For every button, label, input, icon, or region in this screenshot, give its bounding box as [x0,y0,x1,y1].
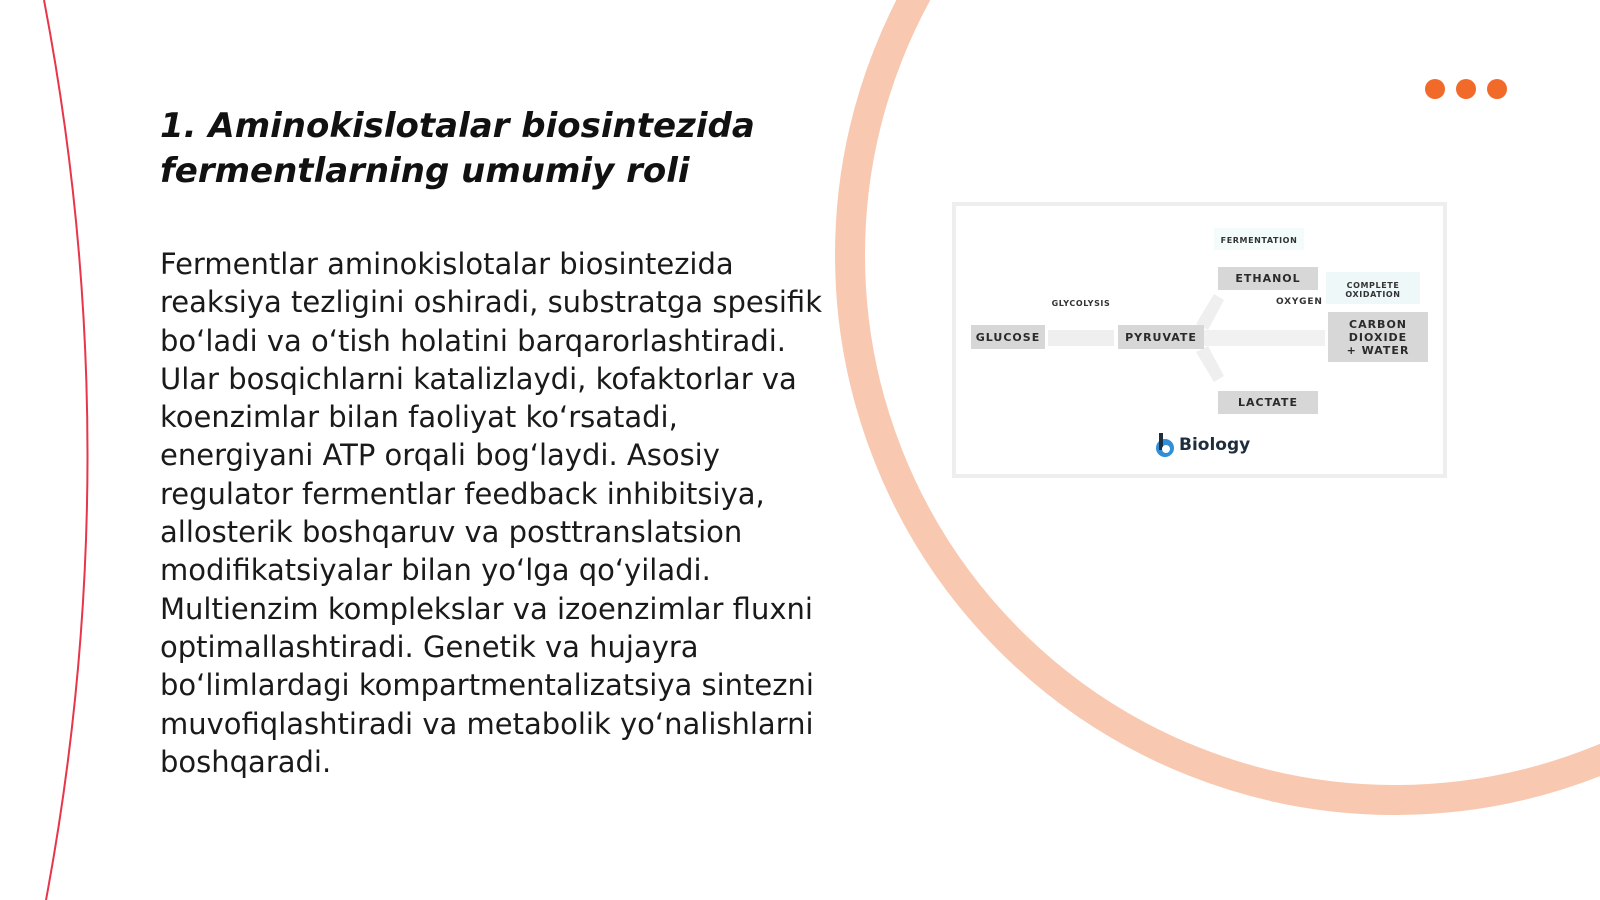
connector-to-lactate [1196,346,1224,382]
complete-oxidation-label: COMPLETE OXIDATION [1345,281,1401,299]
biology-logo-icon [1154,432,1176,458]
lactate-node: LACTATE [1218,391,1318,414]
slide-body-text: Fermentlar aminokislotalar biosintezida reaksiya tezligini oshiradi, substratga spesifik bo‘ladi va o‘tish holatini barqarorlashtiradi. Ular bosqichlarni katalizlaydi, kofaktorlar va koenzimlar bilan faoliyat ko‘rsatadi, energiyani ATP orqali bog‘laydi. Asosiy regulator fermentlar feedback inhibitsiya, allosterik boshqaruv va posttranslatsion modifikatsiyalar bilan yo‘lga qo‘yiladi. Multienzim komplekslar va izoenzimlar fluxni optimallashtiradi. Genetik va hujayra bo‘limlardagi kompartmentalizatsiya sintezni muvofiqlashtiradi va metabolik yo‘nalishlarni boshqaradi. [160,247,822,779]
fermentation-label: FERMENTATION [1220,236,1298,245]
three-dots-icon[interactable] [1425,79,1507,99]
metabolism-diagram-image [952,202,1447,478]
dot-icon [1425,79,1445,99]
decorative-left-curve [44,0,88,900]
glucose-node: GLUCOSE [971,325,1045,349]
biology-logo [1154,432,1250,458]
slide-title: 1. Aminokislotalar biosintezida fermentlarning umumiy roli [160,106,755,191]
carbon-dioxide-water-node: CARBON DIOXIDE + WATER [1328,312,1428,362]
ethanol-node: ETHANOL [1218,267,1318,290]
oxygen-label: OXYGEN [1276,297,1323,307]
connector-glucose-pyruvate [1048,330,1114,346]
pyruvate-node: PYRUVATE [1118,325,1204,349]
glycolysis-label: GLYCOLYSIS [1051,299,1111,308]
dot-icon [1456,79,1476,99]
connector-pyruvate-oxidation [1201,330,1325,346]
biology-logo-text: Biology [1179,435,1251,455]
dot-icon [1487,79,1507,99]
